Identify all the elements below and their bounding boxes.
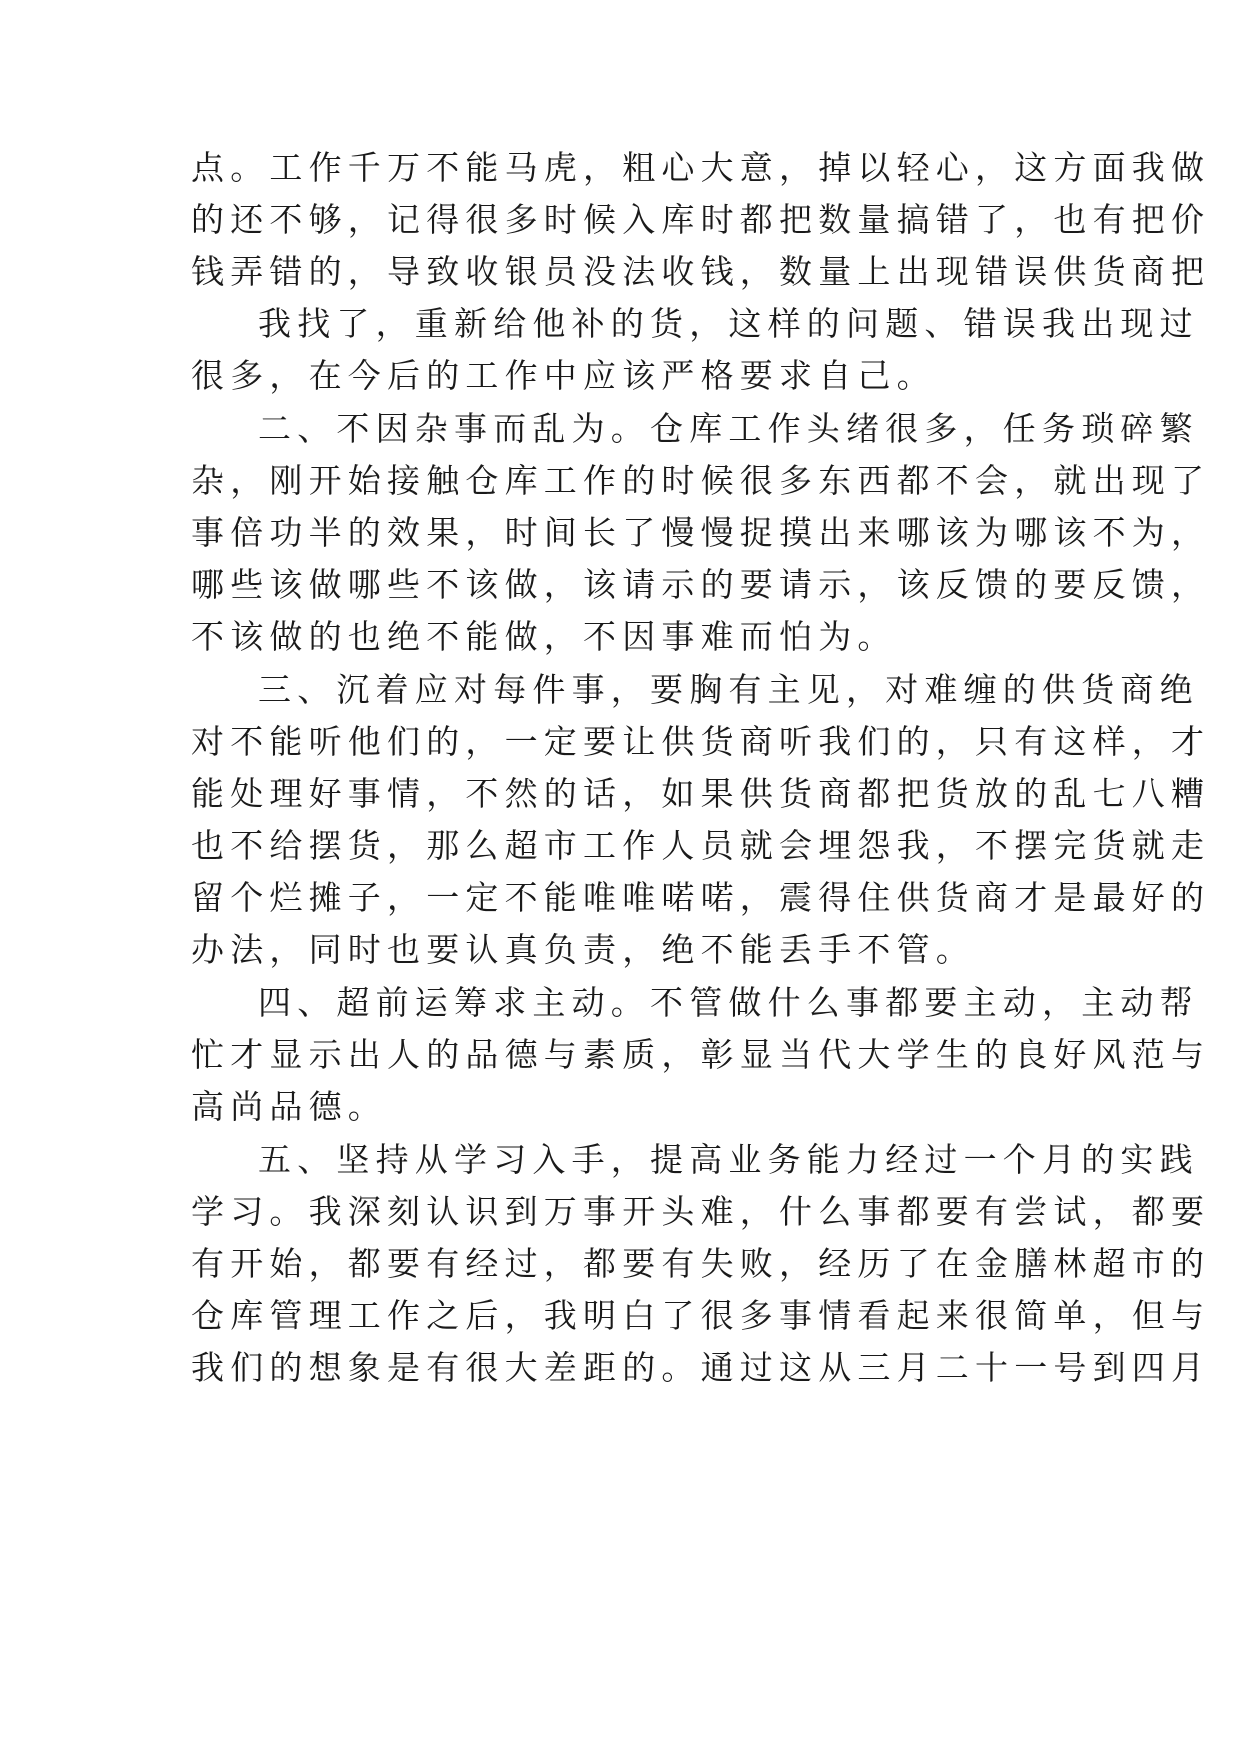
text-line: 留个烂摊子，一定不能唯唯喏喏，震得住供货商才是最好的: [191, 878, 1211, 917]
text-line: 办法，同时也要认真负责，绝不能丢手不管。: [191, 930, 975, 969]
text-line: 有开始，都要有经过，都要有失败，经历了在金膳林超市的: [191, 1244, 1211, 1283]
text-line: 仓库管理工作之后，我明白了很多事情看起来很简单，但与: [191, 1296, 1211, 1335]
paragraph-first-line: 我找了，重新给他补的货，这样的问题、错误我出现过: [258, 304, 1199, 343]
text-line: 事倍功半的效果，时间长了慢慢捉摸出来哪该为哪该不为，: [191, 513, 1211, 552]
text-line: 学习。我深刻认识到万事开头难，什么事都要有尝试，都要: [191, 1192, 1211, 1231]
text-line: 很多，在今后的工作中应该严格要求自己。: [191, 356, 936, 395]
paragraph-first-line: 二、不因杂事而乱为。仓库工作头绪很多，任务琐碎繁: [258, 409, 1199, 448]
paragraph-first-line: 五、坚持从学习入手，提高业务能力经过一个月的实践: [258, 1140, 1199, 1179]
text-line: 杂，刚开始接触仓库工作的时候很多东西都不会，就出现了: [191, 461, 1211, 500]
text-line: 我们的想象是有很大差距的。通过这从三月二十一号到四月: [191, 1348, 1211, 1387]
text-line: 哪些该做哪些不该做，该请示的要请示，该反馈的要反馈，: [191, 565, 1211, 604]
text-line: 能处理好事情，不然的话，如果供货商都把货放的乱七八糟: [191, 774, 1211, 813]
text-line: 不该做的也绝不能做，不因事难而怕为。: [191, 617, 897, 656]
text-line: 钱弄错的，导致收银员没法收钱，数量上出现错误供货商把: [191, 252, 1211, 291]
text-line: 忙才显示出人的品德与素质，彰显当代大学生的良好风范与: [191, 1035, 1211, 1074]
text-line: 高尚品德。: [191, 1087, 387, 1126]
text-line: 点。工作千万不能马虎，粗心大意，掉以轻心，这方面我做: [191, 148, 1211, 187]
paragraph-first-line: 三、沉着应对每件事，要胸有主见，对难缠的供货商绝: [258, 670, 1199, 709]
paragraph-first-line: 四、超前运筹求主动。不管做什么事都要主动，主动帮: [258, 983, 1199, 1022]
text-line: 的还不够，记得很多时候入库时都把数量搞错了，也有把价: [191, 200, 1211, 239]
text-line: 也不给摆货，那么超市工作人员就会埋怨我，不摆完货就走: [191, 826, 1211, 865]
text-line: 对不能听他们的，一定要让供货商听我们的，只有这样，才: [191, 722, 1211, 761]
